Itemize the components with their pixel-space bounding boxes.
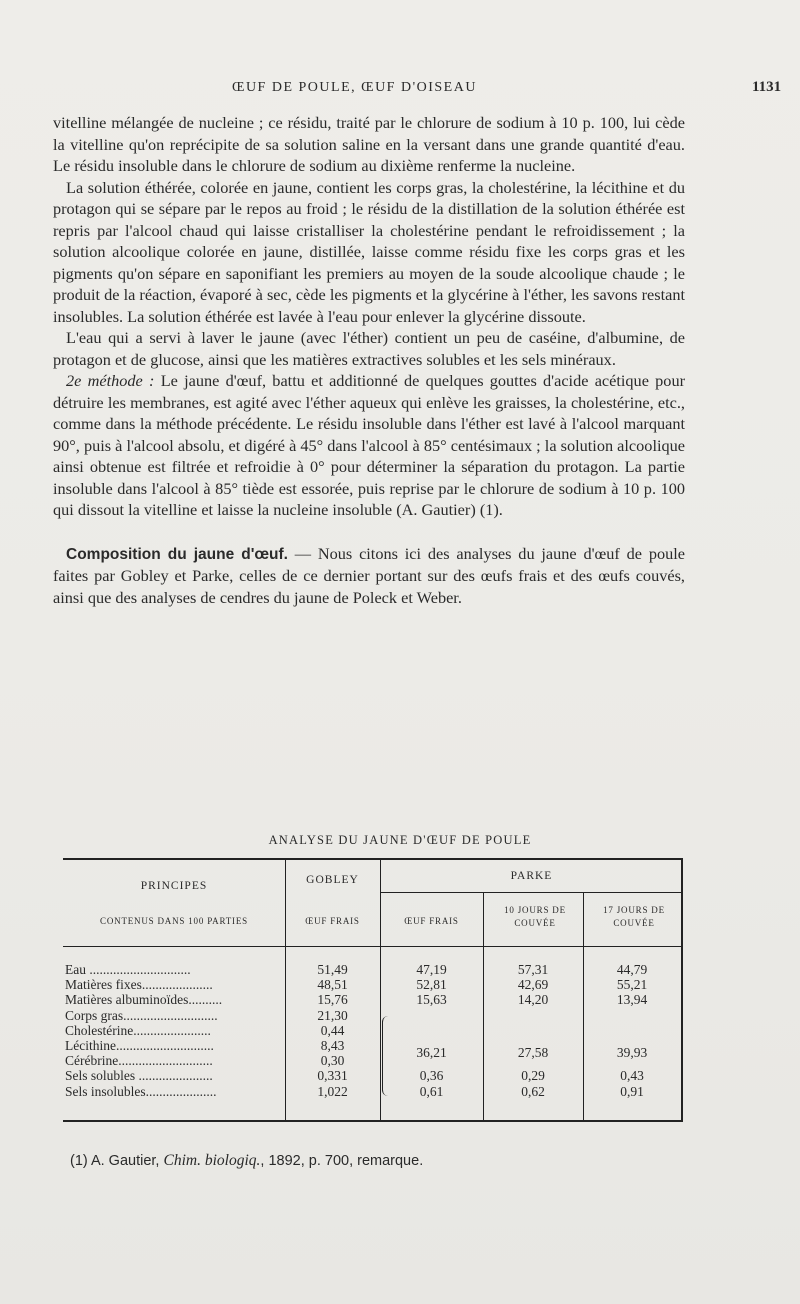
- paragraph: L'eau qui a servi à laver le jaune (avec l'éther) contient un peu de caséine, d'albumine, de protagon et de glucose, ainsi que les matières extractives solubles et les sels minéraux.: [53, 328, 685, 369]
- header-parke: PARKE: [510, 870, 553, 882]
- cell-gobley: 8,43: [320, 1038, 345, 1053]
- row-label: Sels insolubles.....................: [65, 1083, 217, 1099]
- page-number: 1131: [752, 79, 782, 95]
- paragraph: vitelline mélangée de nucleine ; ce résidu, traité par le chlorure de sodium à 10 p. 100, lui cède la vitelline qu'on reprécipite de sa solution saline en la versant dans une grande quantité d'eau. Le résidu insoluble dans le chlorure de sodium au dixième renferme la nucleine.: [53, 113, 685, 175]
- cell-parke-17-jours: 0,91: [620, 1083, 644, 1099]
- cell-gobley: 15,76: [317, 992, 348, 1008]
- cell-parke-17-jours: 44,79: [616, 962, 648, 977]
- cell-parke-10-jours: 14,20: [517, 992, 549, 1008]
- header-gobley-sub: ŒUF FRAIS: [305, 916, 360, 926]
- header-parke-17-jours: 17 JOURS DE COUVÉE: [603, 905, 665, 928]
- cell-parke-frais: 52,81: [416, 977, 447, 993]
- header-principes-sub: CONTENUS DANS 100 PARTIES: [100, 916, 248, 926]
- method-2-label: 2e méthode :: [66, 371, 155, 390]
- table-title: ANALYSE DU JAUNE D'ŒUF DE POULE: [268, 833, 532, 847]
- footnote: [70, 1152, 423, 1170]
- cell-gobley: 0,44: [320, 1022, 345, 1038]
- composition-text: — Nous citons ici des analyses du jaune d'œuf de poule faites par Gobley et Parke, celles de ce dernier portant sur des œufs frais et des œufs couvés, ainsi que des analyses de cendres du jaune de Poleck et Weber.: [53, 543, 685, 607]
- cell-parke-10-jours: 57,31: [517, 962, 549, 977]
- row-label: Sels solubles ......................: [65, 1068, 213, 1084]
- cell-gobley: 0,30: [320, 1053, 345, 1069]
- paragraph: La solution éthérée, colorée en jaune, contient les corps gras, la cholestérine, la lécithine et du protagon qui se sépare par le repos au froid ; le résidu de la distillation de la solution éthérée est repris par l'alcool chaud qui laisse cristalliser la cholestérine pendant le refroidissement ; la solution alcoolique colorée en jaune, distillée, laisse comme résidu fixe les corps gras et les pigments qu'on sépare en saponifiant les premiers au moyen de la soude alcoolique chaude ; le produit de la réaction, évaporé à sec, cède les pigments et la glycérine à l'éther, les savons restant insolubles. La solution éthérée est lavée à l'eau pour enlever la glycérine dissoute.: [53, 177, 685, 326]
- cell-parke-17-jours: 0,43: [620, 1068, 644, 1084]
- page-header: [0, 80, 800, 104]
- row-label: Lécithine.............................: [65, 1038, 214, 1053]
- cell-parke-frais: 15,63: [416, 992, 447, 1008]
- footnote-suffix: , 1892, p. 700, remarque.: [260, 1153, 424, 1169]
- body-text: [53, 112, 685, 608]
- method-2-paragraph: [53, 370, 685, 521]
- row-label: Matières albuminoïdes..........: [65, 992, 223, 1008]
- section-heading: Composition du jaune d'œuf.: [66, 545, 288, 563]
- cell-parke-17-jours: 13,94: [616, 992, 648, 1008]
- cell-gobley: 21,30: [317, 1007, 348, 1023]
- row-label: Matières fixes.....................: [65, 977, 213, 993]
- cell-parke-10-jours: 0,62: [521, 1083, 545, 1099]
- header-parke-frais: ŒUF FRAIS: [404, 916, 459, 926]
- header-principes: PRINCIPES: [140, 880, 208, 892]
- cell-parke-10-jours: 42,69: [517, 977, 549, 993]
- grouped-frais: 36,21: [416, 1045, 447, 1060]
- grouped-17-jours: 39,93: [616, 1045, 648, 1060]
- cell-gobley: 1,022: [317, 1083, 348, 1099]
- composition-paragraph: [53, 543, 685, 609]
- row-label: Eau ..............................: [65, 962, 191, 977]
- cell-parke-10-jours: 0,29: [521, 1068, 545, 1084]
- header-gobley: GOBLEY: [306, 874, 359, 886]
- cell-gobley: 51,49: [317, 962, 348, 977]
- running-title: ŒUF DE POULE, ŒUF D'OISEAU: [232, 80, 477, 95]
- footnote-title: Chim. biologiq.: [163, 1152, 261, 1169]
- footnote-prefix: (1) A. Gautier,: [70, 1153, 160, 1169]
- cell-parke-frais: 47,19: [416, 962, 447, 977]
- method-2-text: Le jaune d'œuf, battu et additionné de quelques gouttes d'acide acétique pour détruire les membranes, est agité avec l'éther aqueux qui enlève les graisses, la cholestérine, etc., comme dans la méthode précédente. Le résidu insoluble dans l'éther est lavé à l'alcool marquant 90°, puis à l'alcool absolu, et digéré à 45° dans l'alcool à 85° centésimaux ; la solution alcoolique ainsi obtenue est filtrée et refroidie à 0° pour déterminer la séparation du protagon. La partie insoluble dans l'alcool à 85° tiède est essorée, puis reprise par le chlorure de sodium à 10 p. 100 qui dissout la vitelline et laisse la nucleine insoluble (A. Gautier) (1).: [53, 371, 686, 519]
- row-label: Cérébrine............................: [65, 1053, 213, 1069]
- cell-parke-frais: 0,36: [419, 1068, 444, 1084]
- cell-gobley: 48,51: [317, 977, 348, 993]
- cell-parke-17-jours: 55,21: [616, 977, 648, 993]
- analysis-table: [63, 858, 683, 1122]
- cell-gobley: 0,331: [317, 1068, 348, 1084]
- header-parke-10-jours: 10 JOURS DE COUVÉE: [504, 905, 566, 928]
- row-label: Corps gras............................: [65, 1007, 218, 1023]
- grouped-10-jours: 27,58: [517, 1045, 549, 1060]
- cell-parke-frais: 0,61: [419, 1083, 444, 1099]
- row-label: Cholestérine.......................: [65, 1022, 211, 1038]
